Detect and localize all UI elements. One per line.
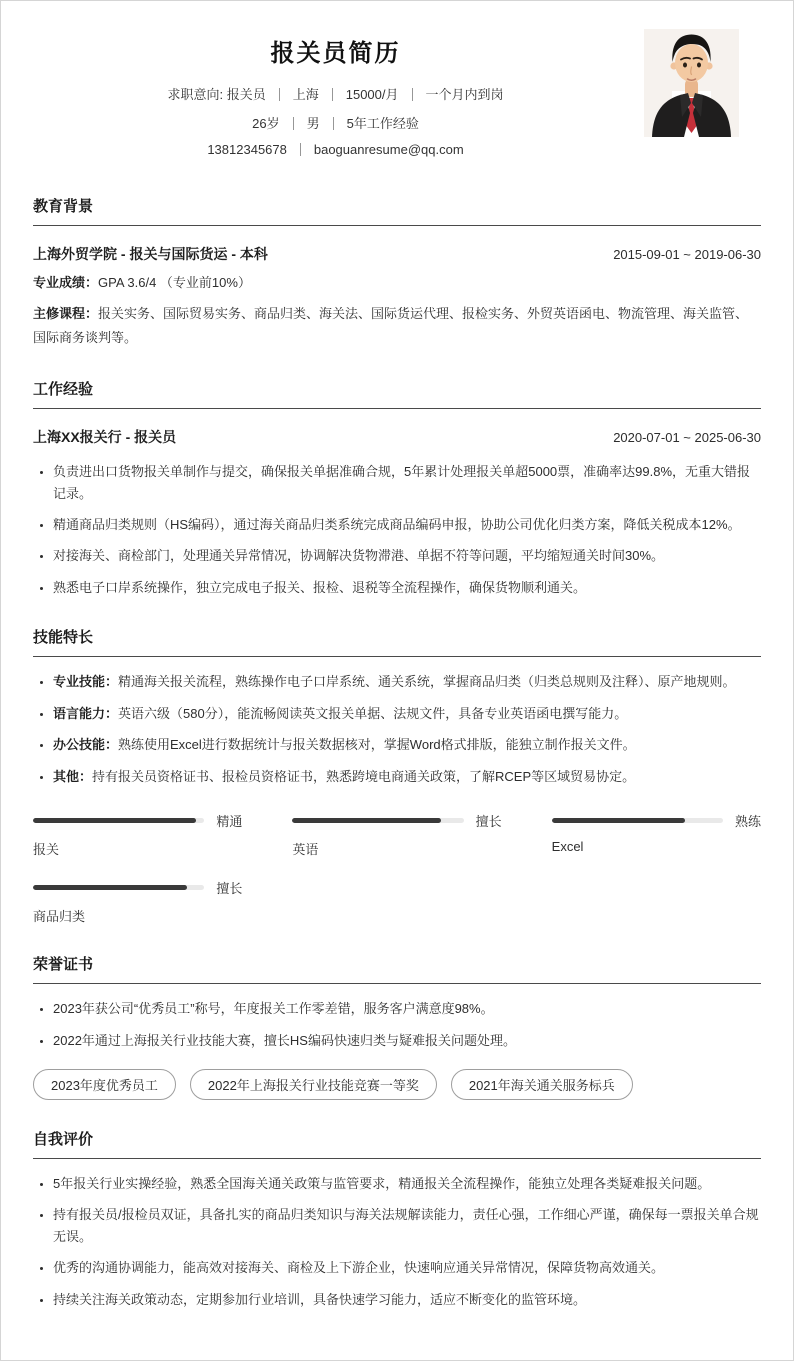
job-intent-line xyxy=(33,84,638,103)
courses-value: 报关实务、国际贸易实务、商品归类、海关法、国际货运代理、报检实务、外贸英语函电、物流管理、海关监管、国际商务谈判等。 xyxy=(33,306,749,346)
education-gpa xyxy=(33,271,761,295)
skill-bar-track xyxy=(552,818,723,823)
evaluation-bullet: • 持续关注海关政策动态，定期参加行业培训，具备快速学习能力，适应不断变化的监管环境。 xyxy=(53,1289,761,1310)
info-item: 上海 xyxy=(266,84,319,103)
skill-bullet-label: 专业技能： xyxy=(53,674,119,690)
contact-info-line xyxy=(33,142,638,157)
skill-bar-item xyxy=(33,878,242,925)
skill-bullet-text: 英语六级（580分），能流畅阅读英文报关单据、法规文件，具备专业英语函电撰写能力。 xyxy=(118,705,628,721)
info-item: 求职意向: 报关员 xyxy=(167,87,266,102)
skill-bar-fill xyxy=(552,818,686,823)
evaluation-bullet: • 持有报关员/报检员双证，具备扎实的商品归类知识与海关法规解读能力，责任心强，工作细心严谨，确保每一票报关单合规无误。 xyxy=(53,1204,761,1247)
skill-bar-grid xyxy=(33,811,761,925)
skill-bullet-label: 其他： xyxy=(53,768,93,784)
skill-level-label: 精通 xyxy=(216,814,243,830)
section-education xyxy=(33,195,761,350)
gpa-label: 专业成绩： xyxy=(33,275,99,290)
section-title-evaluation: 自我评价 xyxy=(33,1128,761,1159)
info-item: 13812345678 xyxy=(207,142,287,157)
honor-bullet: • 2022年通过上海报关行业技能大赛，擅长HS编码快速归类与疑难报关问题处理。 xyxy=(53,1030,761,1051)
header-text-block xyxy=(33,23,638,167)
page-title: 报关员简历 xyxy=(270,40,401,67)
skill-bar-track xyxy=(292,818,463,823)
skill-bar-item xyxy=(552,811,761,858)
evaluation-bullet: • 5年报关行业实操经验，熟悉全国海关通关政策与监管要求，精通报关全流程操作，能独立处理各类疑难报关问题。 xyxy=(53,1173,761,1194)
experience-bullet: • 负责进出口货物报关单制作与提交，确保报关单据准确合规，5年累计处理报关单超5000票，准确率达99.8%，无重大错报记录。 xyxy=(53,461,761,504)
section-title-honors: 荣誉证书 xyxy=(33,953,761,984)
honor-tag-row xyxy=(33,1069,761,1100)
skill-name-label: Excel xyxy=(551,839,584,855)
info-item: 26岁 xyxy=(252,116,280,131)
experience-bullet: • 对接海关、商检部门，处理通关异常情况，协调解决货物滞港、单据不符等问题，平均缩短通关时间30%。 xyxy=(53,545,761,566)
section-title-education: 教育背景 xyxy=(33,195,761,226)
skill-bullet-text: 熟练使用Excel进行数据统计与报关数据核对，掌握Word格式排版，能独立制作报关文件。 xyxy=(118,737,636,753)
profile-photo xyxy=(644,29,739,137)
personal-info-line xyxy=(33,113,638,132)
info-item: baoguanresume@qq.com xyxy=(287,142,464,157)
experience-bullet: • 精通商品归类规则（HS编码），通过海关商品归类系统完成商品编码申报，协助公司优化归类方案，降低关税成本12%。 xyxy=(53,514,761,535)
info-item: 5年工作经验 xyxy=(320,113,419,132)
education-entry xyxy=(33,244,761,264)
evaluation-bullet-list xyxy=(33,1173,761,1310)
skill-bar-item xyxy=(292,811,501,858)
resume-header xyxy=(33,23,761,167)
skill-bullet-text: 持有报关员资格证书、报检员资格证书，熟悉跨境电商通关政策，了解RCEP等区域贸易协定。 xyxy=(92,768,636,784)
skill-bullet-text: 精通海关报关流程，熟练操作电子口岸系统、通关系统，掌握商品归类（归类总规则及注释）、原产地规则。 xyxy=(118,674,736,690)
skill-bullet-label: 办公技能： xyxy=(53,737,119,753)
skill-bullet xyxy=(53,671,761,692)
skill-bar-track xyxy=(33,885,204,890)
skill-bar-fill xyxy=(292,818,441,823)
honors-bullet-list xyxy=(33,998,761,1051)
skill-level-label: 擅长 xyxy=(475,814,502,830)
skill-name-label: 商品归类 xyxy=(33,909,86,925)
section-title-skills: 技能特长 xyxy=(33,626,761,657)
experience-company: 上海XX报关行 - 报关员 xyxy=(33,429,177,446)
skill-bar-track xyxy=(33,818,204,823)
experience-entry xyxy=(33,427,761,447)
education-school: 上海外贸学院 - 报关与国际货运 - 本科 xyxy=(33,246,268,262)
skill-bullet xyxy=(53,734,761,755)
skill-bullet xyxy=(53,766,761,787)
info-item: 男 xyxy=(280,113,320,132)
honor-tag-badge: 2023年度优秀员工 xyxy=(33,1069,176,1100)
experience-bullet: • 熟悉电子口岸系统操作，独立完成电子报关、报检、退税等全流程操作，确保货物顺利通关。 xyxy=(53,577,761,598)
skill-bar-fill xyxy=(33,885,187,890)
section-title-experience: 工作经验 xyxy=(33,378,761,409)
honor-bullet: • 2023年获公司“优秀员工”称号，年度报关工作零差错，服务客户满意度98%。 xyxy=(53,998,761,1019)
experience-bullet-list xyxy=(33,461,761,598)
section-experience xyxy=(33,378,761,598)
skill-bar-item xyxy=(33,811,242,858)
evaluation-bullet: • 优秀的沟通协调能力，能高效对接海关、商检及上下游企业，快速响应通关异常情况，保障货物高效通关。 xyxy=(53,1257,761,1278)
skill-name-label: 报关 xyxy=(33,842,60,858)
education-courses xyxy=(33,302,761,350)
section-evaluation xyxy=(33,1128,761,1310)
skill-level-label: 熟练 xyxy=(734,814,761,830)
skill-bullet-label: 语言能力： xyxy=(53,705,119,721)
skill-name-label: 英语 xyxy=(292,842,319,858)
honor-tag-badge: 2021年海关通关服务标兵 xyxy=(451,1069,633,1100)
courses-label: 主修课程： xyxy=(33,306,99,322)
portrait-illustration xyxy=(644,29,739,137)
section-skills xyxy=(33,626,761,925)
skills-bullet-list xyxy=(33,671,761,787)
honor-tag-badge: 2022年上海报关行业技能竞赛一等奖 xyxy=(190,1069,437,1100)
experience-date: 2020-07-01 ~ 2025-06-30 xyxy=(613,430,761,446)
skill-bar-fill xyxy=(33,818,196,823)
skill-level-label: 擅长 xyxy=(216,881,243,897)
skill-bullet xyxy=(53,703,761,724)
info-item: 15000/月 xyxy=(319,84,399,103)
education-date: 2015-09-01 ~ 2019-06-30 xyxy=(613,247,761,262)
gpa-value: GPA 3.6/4 （专业前10%） xyxy=(98,275,251,290)
section-honors xyxy=(33,953,761,1100)
info-item: 一个月内到岗 xyxy=(399,84,504,103)
